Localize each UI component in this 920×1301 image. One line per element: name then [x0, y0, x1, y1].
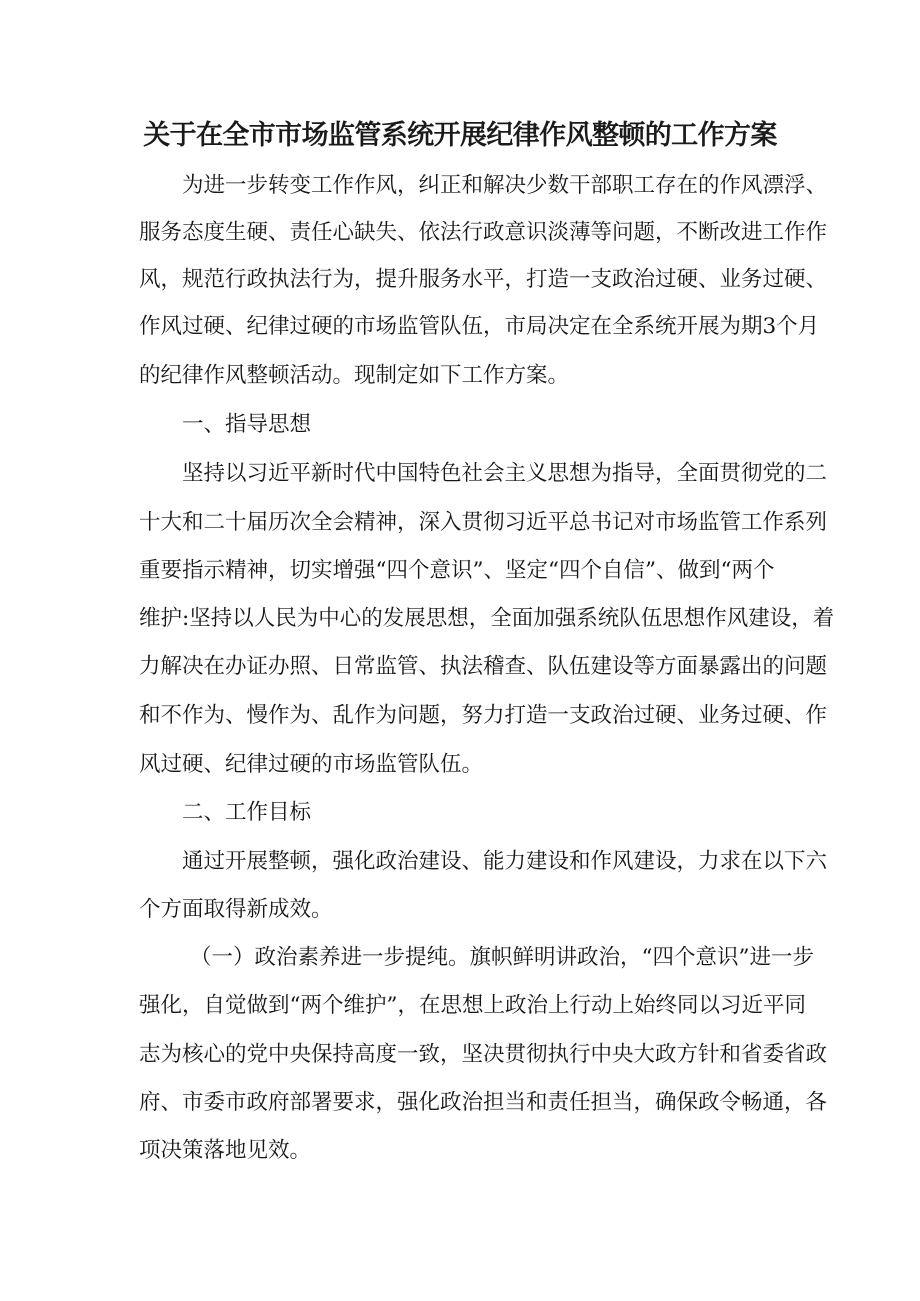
- paragraph-line: 风，规范行政执法行为，提升服务水平，打造一支政治过硬、业务过硬、: [139, 267, 828, 292]
- paragraph-line: 十大和二十届历次全会精神，深入贯彻习近平总书记对市场监管工作系列: [139, 510, 828, 535]
- paragraph-line: 通过开展整顿，强化政治建设、能力建设和作风建设，力求在以下六: [182, 849, 828, 874]
- document-title: 关于在全市市场监管系统开展纪律作风整顿的工作方案: [143, 120, 777, 151]
- section-heading: 二、工作目标: [182, 800, 312, 825]
- paragraph-line: 维护:坚持以人民为中心的发展思想，全面加强系统队伍思想作风建设，着: [139, 606, 835, 631]
- paragraph-line: 的纪律作风整顿活动。现制定如下工作方案。: [139, 363, 570, 388]
- paragraph-line: 坚持以习近平新时代中国特色社会主义思想为指导，全面贯彻党的二: [182, 461, 828, 486]
- paragraph-line: 重要指示精神，切实增强“四个意识”、坚定“四个自信”、做到“两个: [139, 558, 775, 583]
- paragraph-line: 个方面取得新成效。: [139, 897, 333, 922]
- paragraph-line: 和不作为、慢作为、乱作为问题，努力打造一支政治过硬、业务过硬、作: [139, 703, 828, 728]
- paragraph-line: 志为核心的党中央保持高度一致，坚决贯彻执行中央大政方针和省委省政: [139, 1042, 828, 1067]
- paragraph-line: （一）政治素养进一步提纯。旗帜鲜明讲政治，“四个意识”进一步: [190, 945, 814, 970]
- paragraph-line: 强化，自觉做到“两个维护”，在思想上政治上行动上始终同以习近平同: [139, 993, 806, 1018]
- paragraph-line: 项决策落地见效。: [139, 1138, 312, 1163]
- paragraph-line: 为进一步转变工作作风，纠正和解决少数干部职工存在的作风漂浮、: [182, 173, 828, 198]
- paragraph-line: 府、市委市政府部署要求，强化政治担当和责任担当，确保政令畅通，各: [139, 1090, 828, 1115]
- section-heading: 一、指导思想: [182, 412, 312, 437]
- paragraph-line: 服务态度生硬、责任心缺失、依法行政意识淡薄等问题，不断改进工作作: [139, 220, 828, 245]
- paragraph-line: 风过硬、纪律过硬的市场监管队伍。: [139, 752, 484, 777]
- paragraph-line: 作风过硬、纪律过硬的市场监管队伍，市局决定在全系统开展为期3个月: [139, 314, 820, 339]
- paragraph-line: 力解决在办证办照、日常监管、执法稽查、队伍建设等方面暴露出的问题: [139, 654, 828, 679]
